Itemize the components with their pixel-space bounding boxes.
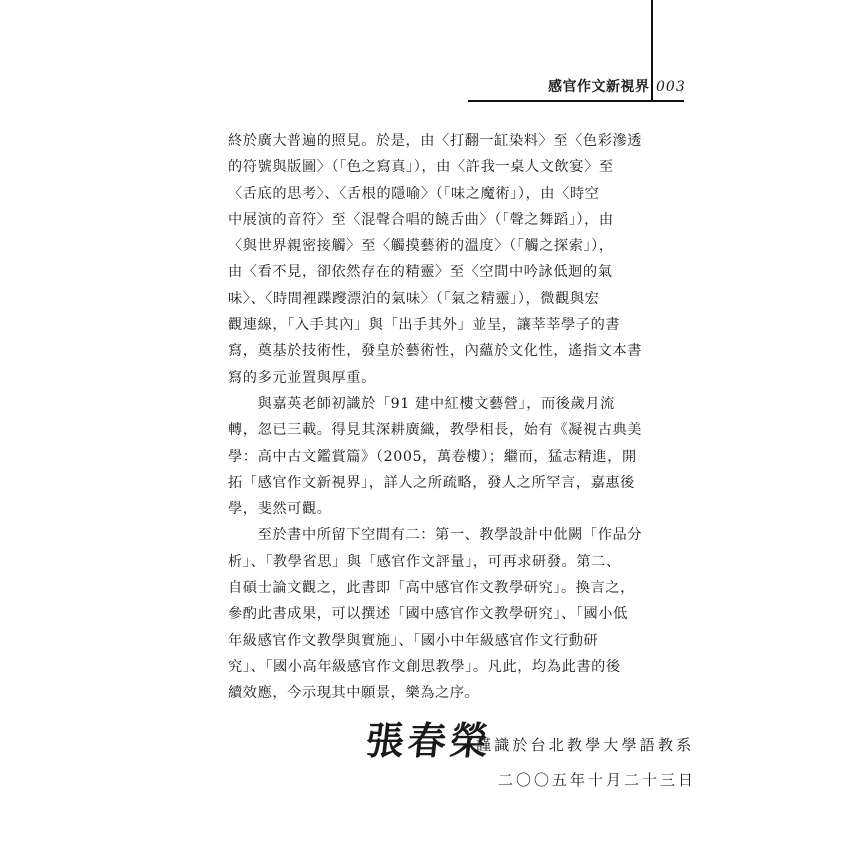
header-horizontal-rule xyxy=(468,100,684,102)
text-line: 〈與世界親密接觸〉至〈觸摸藝術的溫度〉（「觸之探索」）， xyxy=(228,238,614,255)
text-line: 拓「感官作文新視界」，詳人之所疏略，發人之所罕言，嘉惠後 xyxy=(228,474,635,491)
author-signature: 張春榮 xyxy=(363,718,495,763)
header-vertical-rule xyxy=(651,0,653,101)
text-line: 觀連線，「入手其內」與「出手其外」並呈，讓莘莘學子的書 xyxy=(228,317,621,334)
text-line: 的符號與版圖〉（「色之寫真」），由〈許我一桌人文飲宴〉至 xyxy=(228,159,614,176)
text-line: 自碩士論文觀之，此書即「高中感官作文教學研究」。換言之， xyxy=(228,580,635,597)
running-header-title: 感官作文新視界 xyxy=(548,79,650,95)
text-line: 析」、「教學省思」與「感官作文評量」，可再求研發。第二、 xyxy=(228,553,621,570)
text-line: 學：高中古文鑑賞篇》（2005，萬卷樓）；繼而，猛志精進，開 xyxy=(228,448,637,465)
text-line: 年級感官作文教學與實施」、「國小中年級感官作文行動研 xyxy=(228,632,599,649)
preface-body xyxy=(228,128,664,707)
text-line: 參酌此書成果，可以撰述「國中感官作文教學研究」、「國小低 xyxy=(228,606,628,623)
text-line: 續效應，今示現其中願景，樂為之序。 xyxy=(228,685,480,702)
text-line: 由〈看不見，卻依然存在的精靈〉至〈空間中吟詠低迴的氣 xyxy=(228,264,613,281)
text-line: 學，斐然可觀。 xyxy=(228,501,332,518)
text-line: 終於廣大普遍的照見。於是，由〈打翻一缸染料〉至〈色彩滲透 xyxy=(228,133,643,149)
text-line: 〈舌底的思考〉、〈舌根的隱喻〉（「味之魔術」），由〈時空 xyxy=(228,185,600,202)
page-number: 003 xyxy=(656,79,686,95)
text-line: 與嘉英老師初識於「91 建中紅樓文藝營」，而後歲月流 xyxy=(228,395,615,412)
signature-date: 二〇〇五年十月二十三日 xyxy=(498,771,697,789)
text-line: 究」、「國小高年級感官作文創思教學」。凡此，均為此書的後 xyxy=(228,658,621,675)
text-line: 至於書中所留下空間有二：第一、教學設計中仳闕「作品分 xyxy=(228,527,643,544)
text-line: 中展演的音符〉至〈混聲合唱的饒舌曲〉（「聲之舞蹈」），由 xyxy=(228,211,614,228)
text-line: 味〉、〈時間裡蹀躞漂泊的氣味〉（「氣之精靈」），微觀與宏 xyxy=(228,290,600,307)
text-line: 寫，奠基於技術性，發皇於藝術性，內蘊於文化性，遙指文本書 xyxy=(228,343,643,360)
signature-affiliation: 謹識於台北教學大學語教系 xyxy=(476,736,695,754)
text-line: 寫的多元並置與厚重。 xyxy=(228,369,376,386)
text-line: 轉，忽已三載。得見其深耕廣織，教學相長，始有《凝視古典美 xyxy=(228,422,643,439)
